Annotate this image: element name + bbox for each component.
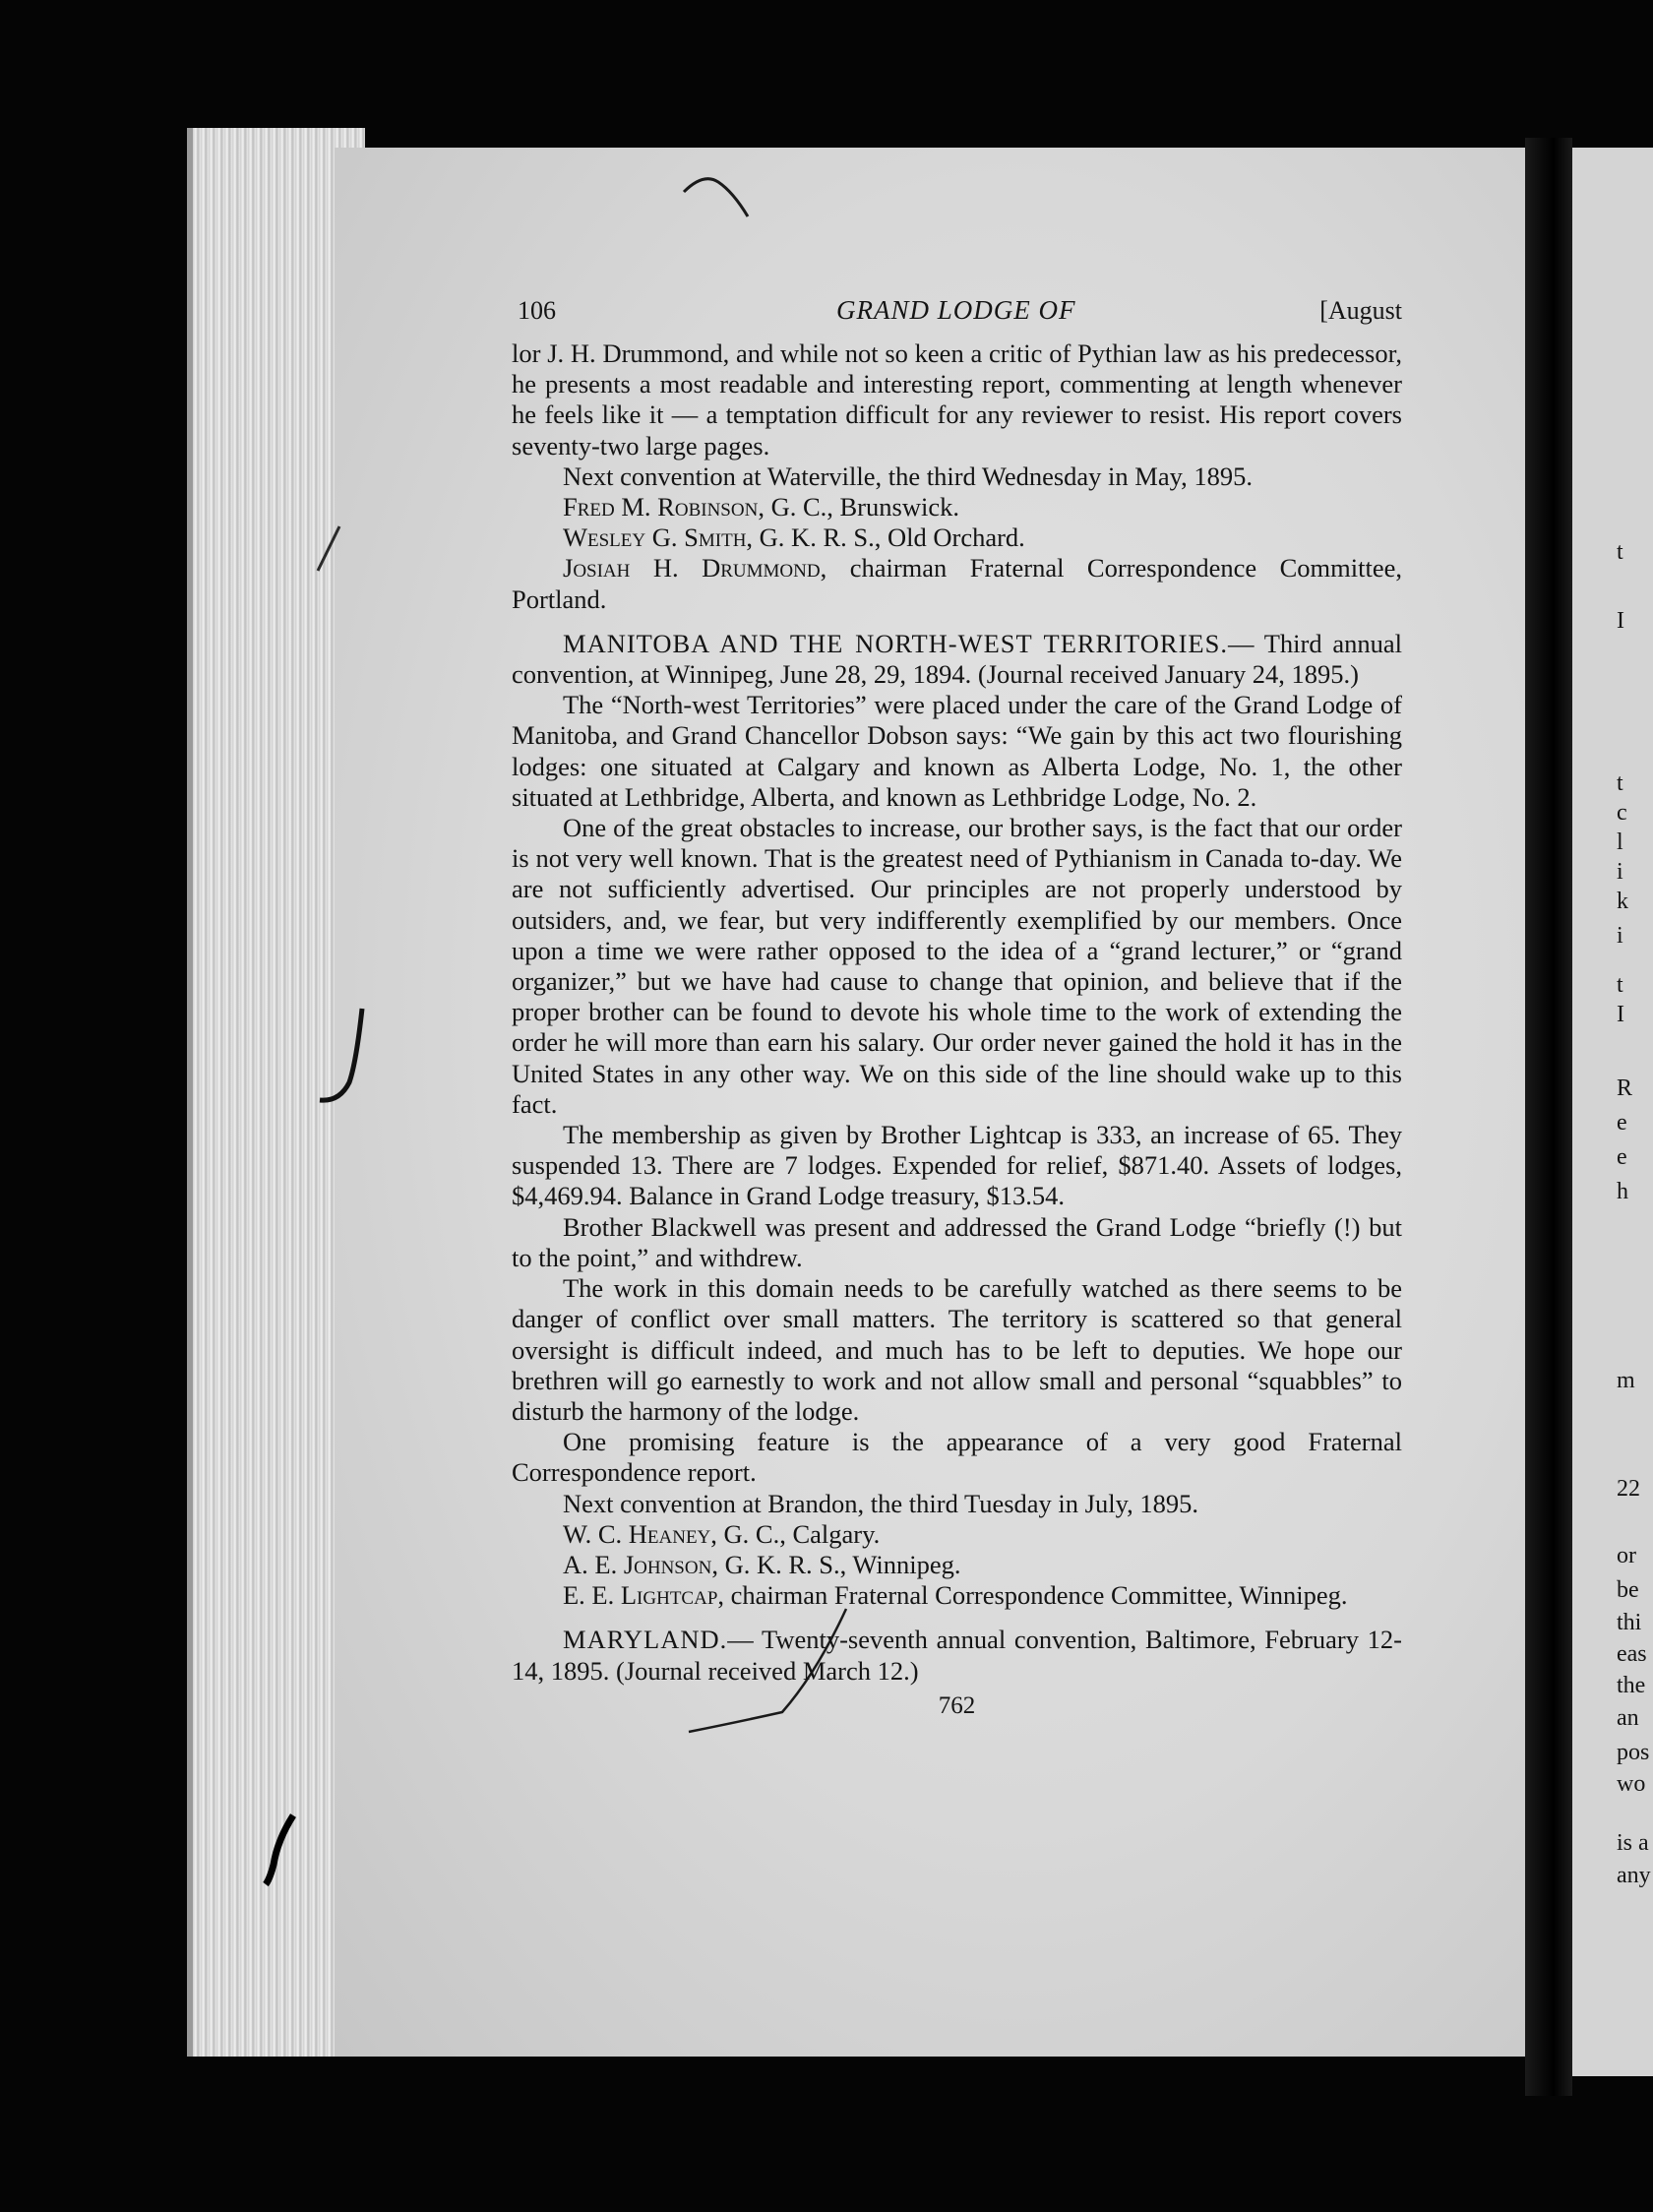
officer-title: , G. C., Brunswick.: [758, 492, 959, 522]
page-number: 106: [518, 296, 556, 325]
section-intro: [512, 1625, 1402, 1686]
next-convention: Next convention at Waterville, the third Wednesday in May, 1895.: [563, 461, 1254, 491]
page-text: [512, 295, 1402, 1721]
margin-mark: [315, 1004, 374, 1112]
officer-name: Wesley G. Smith: [563, 522, 747, 553]
officer-title: , G. C., Calgary.: [710, 1518, 881, 1549]
officer-title: , chairman Fraternal Correspondence Committee, Portland.: [512, 553, 1402, 614]
running-month: [August: [1319, 296, 1402, 325]
margin-mark: [256, 1811, 305, 1889]
officer-line: [512, 1580, 1402, 1611]
paragraph: One of the great obstacles to increase, our brother says, is the fact that our order is not very well known. That is the greatest need of Pythianism in Canada to-day. We are not sufficiently advertised. Our principles are not properly understood by outsiders, and, we fear, but very indifferently exemplified by our members. Once upon a time we were rather opposed to the idea of a “grand lecturer,” or “grand organizer,” but we have had cause to change that opinion, and believe that if the proper brother can be found to devote his whole time to the work of extending the order he will more than earn his salary. Our order never gained the hold it has in the United States in any other way. We on this side of the line should wake up to this fact.: [512, 813, 1402, 1119]
facing-line: t: [1617, 770, 1623, 796]
facing-line: c: [1617, 800, 1627, 826]
paragraph: The work in this domain needs to be carefully watched as there seems to be danger of conflict over small matters. The territory is scattered so that general oversight is difficult indeed, and much has to be left to deputies. We hope our brethren will go earnestly to work and not allow small and personal “squabbles” to disturb the harmony of the lodge.: [512, 1273, 1402, 1426]
running-head: [512, 295, 1402, 338]
facing-line: i: [1617, 859, 1623, 885]
facing-line: eas: [1617, 1641, 1647, 1667]
facing-line: thi: [1617, 1610, 1642, 1635]
paragraph: The “North-west Territories” were placed under the care of the Grand Lodge of Manitoba, and Grand Chancellor Dobson says: “We gain by this act two flourishing lodges: one situated at Calgary and known as Alberta Lodge, No. 1, the other situated at Lethbridge, Alberta, and known as Lethbridge Lodge, No. 2.: [512, 690, 1402, 812]
section-intro-text: — Twenty-seventh annual convention, Baltimore, February 12-14, 1895. (Journal received March 12.): [512, 1625, 1402, 1686]
officer-name: E. E. Lightcap: [563, 1580, 718, 1611]
officer-name: A. E. Johnson: [563, 1549, 712, 1579]
pen-mark: [679, 162, 758, 231]
officer-line: [512, 492, 1402, 522]
facing-line: any: [1617, 1863, 1651, 1888]
officer-line: [512, 1550, 1402, 1580]
section-heading: MARYLAND.: [563, 1625, 728, 1655]
officer-name: Josiah H. Drummond: [563, 553, 821, 584]
facing-line: an: [1617, 1705, 1639, 1731]
facing-line: t: [1617, 539, 1623, 565]
manitoba-section: [512, 629, 1402, 1612]
officer-title: , G. K. R. S., Winnipeg.: [711, 1549, 961, 1579]
bottom-page-number: 762: [938, 1691, 976, 1719]
facing-line: is a: [1617, 1830, 1649, 1856]
margin-mark: [310, 522, 349, 581]
facing-line: pos: [1617, 1740, 1650, 1765]
paragraph: Brother Blackwell was present and addressed the Grand Lodge “briefly (!) but to the point,” and withdrew.: [512, 1211, 1402, 1272]
facing-line: I: [1617, 608, 1624, 634]
facing-line: be: [1617, 1577, 1639, 1603]
running-title: GRAND LODGE OF: [836, 295, 1076, 325]
officer-title: , chairman Fraternal Correspondence Committee, Winnipeg.: [717, 1580, 1348, 1611]
section-intro-text: — Third annual convention, at Winnipeg, June 28, 29, 1894. (Journal received January 24, 1895.): [512, 628, 1402, 690]
book-gutter: [1525, 138, 1572, 2096]
facing-line: e: [1617, 1110, 1627, 1136]
officer-title: , G. K. R. S., Old Orchard.: [746, 522, 1025, 553]
facing-line: i: [1617, 923, 1623, 949]
facing-line: the: [1617, 1673, 1646, 1698]
paragraph: One promising feature is the appearance of a very good Fraternal Correspondence report.: [512, 1427, 1402, 1488]
facing-line: h: [1617, 1179, 1628, 1204]
officer-name: Fred M. Robinson: [563, 492, 759, 522]
facing-line: e: [1617, 1144, 1627, 1170]
section-intro: [512, 629, 1402, 690]
facing-line: 22: [1617, 1476, 1640, 1502]
officer-name: W. C. Heaney: [563, 1518, 711, 1549]
section-heading: MANITOBA AND THE NORTH-WEST TERRITORIES.: [563, 628, 1228, 658]
next-convention: Next convention at Brandon, the third Tuesday in July, 1895.: [563, 1488, 1199, 1518]
facing-line: R: [1617, 1075, 1633, 1101]
maine-section: [512, 338, 1402, 615]
paragraph: lor J. H. Drummond, and while not so keen a critic of Pythian law as his predecessor, he presents a most readable and interesting report, commenting at length whenever he feels like it — a temptation difficult for any reviewer to resist. His report covers seventy-two large pages.: [512, 338, 1402, 461]
facing-line: l: [1617, 830, 1623, 855]
paragraph: The membership as given by Brother Lightcap is 333, an increase of 65. They suspended 13. There are 7 lodges. Expended for relief, $871.40. Assets of lodges, $4,469.94. Balance in Grand Lodge treasury, $13.54.: [512, 1120, 1402, 1211]
maryland-section: [512, 1625, 1402, 1686]
facing-line: t: [1617, 972, 1623, 998]
officer-line: [512, 553, 1402, 614]
facing-line: I: [1617, 1002, 1624, 1027]
officer-line: [512, 1519, 1402, 1550]
facing-line: k: [1617, 889, 1628, 914]
facing-line: m: [1617, 1368, 1635, 1393]
officer-line: [512, 522, 1402, 553]
facing-line: or: [1617, 1543, 1636, 1568]
facing-line: wo: [1617, 1771, 1646, 1797]
